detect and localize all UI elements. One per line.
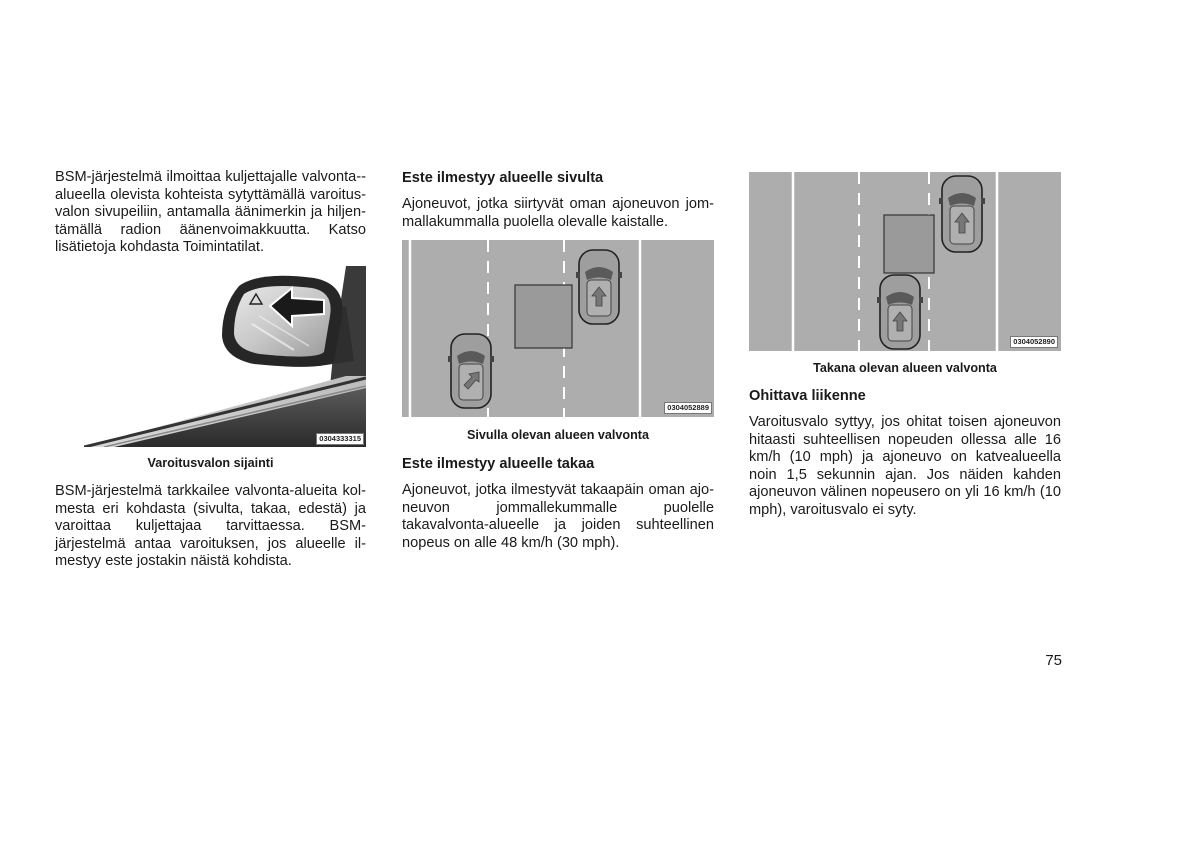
side-zone-diagram	[402, 240, 714, 417]
figure-caption: Varoitusvalon sijainti	[147, 456, 274, 470]
side-paragraph: Ajoneuvot, jotka siirtyvät oman ajoneuvon jommallakummalla puolella olevalle kaistalle.	[402, 196, 714, 230]
car-icon	[576, 250, 622, 324]
column-left	[55, 169, 366, 570]
car-icon	[448, 334, 494, 408]
detection-zone	[515, 285, 572, 348]
page-number: 75	[1045, 652, 1062, 669]
figure-code: 0304333315	[316, 433, 364, 445]
rear-zone-diagram	[749, 172, 1061, 351]
mirror-illustration	[84, 266, 366, 447]
car-icon	[939, 176, 985, 252]
rear-zone-figure	[749, 172, 1061, 351]
figure-caption: Sivulla olevan alueen valvonta	[467, 428, 649, 442]
side-zone-figure	[402, 240, 714, 417]
heading-passing: Ohittava liikenne	[749, 388, 866, 404]
heading-rear: Este ilmestyy alueelle takaa	[402, 456, 595, 472]
car-icon	[877, 275, 923, 349]
mirror-figure	[84, 266, 366, 447]
figure-caption: Takana olevan alueen valvonta	[813, 361, 997, 375]
passing-paragraph: Varoitusvalo syttyy, jos ohitat toisen ajoneuvon hitaasti suhteellisen nopeuden ollessa alle 16 km/h (10 mph) ja ajoneuvo on katvealueella noin 1,5 sekunnin ajan. Jos näiden kahden ajoneuvon välinen nopeusero on yli 16 km/h (10 mph), varoitusvalo ei syty.	[749, 414, 1061, 518]
intro-paragraph: BSM-järjestelmä ilmoittaa kuljettajalle valvonta-alueella olevista kohteista sytyttämällä varoitusvalon sivupeiliin, antamalla äänimerkin ja hiljentämällä radion äänenvoimakkuutta. Katso lisätietoja kohdasta Toimintatilat.	[55, 169, 366, 256]
detection-zone	[884, 215, 934, 273]
figure-code: 0304052889	[664, 402, 712, 414]
monitoring-paragraph: BSM-järjestelmä tarkkailee valvonta-alueita kolmesta eri kohdasta (sivulta, takaa, edestä) ja varoittaa kuljettajaa tarvittaessa. BSM-järjestelmä antaa varoituksen, jos alueelle ilmestyy este jostakin näistä kohdista.	[55, 483, 366, 570]
heading-side: Este ilmestyy alueelle sivulta	[402, 170, 604, 186]
figure-code: 0304052890	[1010, 336, 1058, 348]
rear-paragraph: Ajoneuvot, jotka ilmestyvät takaapäin oman ajoneuvon jommallekummalle puolelle takavalvonta-alueelle ja joiden suhteellinen nopeus on alle 48 km/h (30 mph).	[402, 482, 714, 551]
column-middle	[402, 169, 714, 551]
